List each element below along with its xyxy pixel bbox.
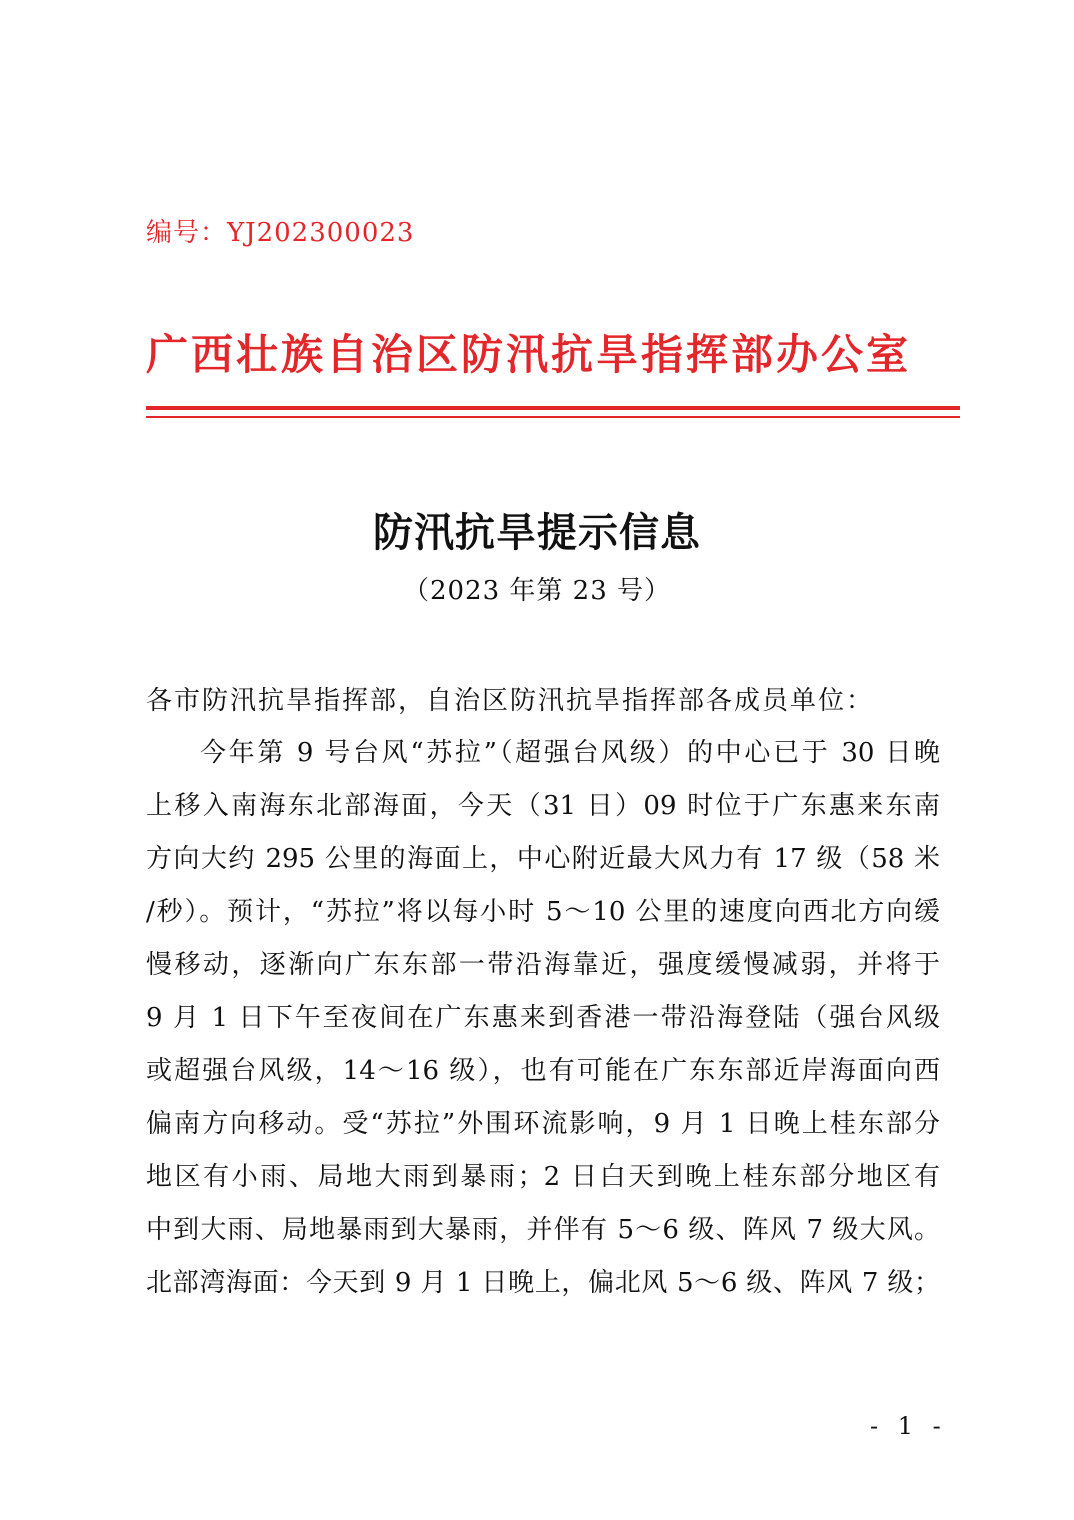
body-line: 偏南方向移动。受“苏拉”外围环流影响，9 月 1 日晚上桂东部分	[146, 1109, 940, 1139]
issue-number: （2023 年第 23 号）	[402, 576, 672, 606]
body-line: 上移入南海东北部海面，今天（31 日）09 时位于广东惠来东南	[146, 791, 940, 821]
header-rule-thin	[146, 416, 960, 418]
salutation: 各市防汛抗旱指挥部，自治区防汛抗旱指挥部各成员单位：	[146, 686, 875, 716]
body-line: 或超强台风级，14～16 级），也有可能在广东东部近岸海面向西	[146, 1056, 940, 1086]
body-line: 地区有小雨、局地大雨到暴雨；2 日白天到晚上桂东部分地区有	[146, 1162, 940, 1192]
document-title: 防汛抗旱提示信息	[373, 509, 701, 556]
body-line: 方向大约 295 公里的海面上，中心附近最大风力有 17 级（58 米	[146, 844, 940, 874]
body-line: 慢移动，逐渐向广东东部一带沿海靠近，强度缓慢减弱，并将于	[146, 950, 940, 980]
body-line: /秒）。预计，“苏拉”将以每小时 5～10 公里的速度向西北方向缓	[146, 897, 940, 927]
body-line: 中到大雨、局地暴雨到大暴雨，并伴有 5～6 级、阵风 7 级大风。	[146, 1215, 940, 1245]
body-line: 今年第 9 号台风“苏拉”（超强台风级）的中心已于 30 日晚	[200, 738, 940, 768]
body-line: 北部湾海面：今天到 9 月 1 日晚上，偏北风 5～6 级、阵风 7 级；	[146, 1268, 940, 1298]
doc-number: 编号：YJ202300023	[146, 218, 415, 248]
header-rule-thick	[146, 406, 960, 410]
page-number: - 1 -	[870, 1412, 947, 1440]
body-line: 9 月 1 日下午至夜间在广东惠来到香港一带沿海登陆（强台风级	[146, 1003, 940, 1033]
organization-header: 广西壮族自治区防汛抗旱指挥部办公室	[146, 330, 912, 379]
